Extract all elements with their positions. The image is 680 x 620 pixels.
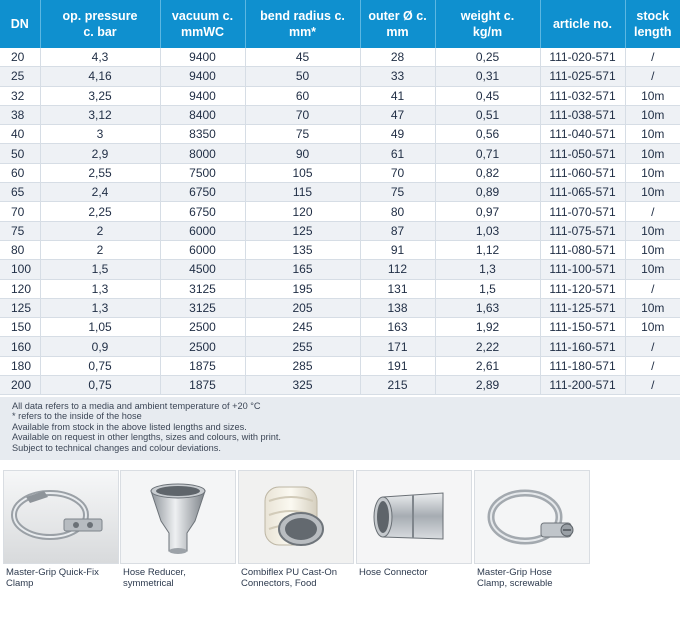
column-header-vacuum	[160, 0, 245, 48]
cell-stock-length: 10m	[625, 318, 680, 337]
caption-line: Combiflex PU Cast-On	[241, 567, 338, 578]
header-line: op. pressure	[62, 9, 138, 23]
cell-stock-length: /	[625, 337, 680, 356]
cell-weight: 0,97	[435, 202, 540, 221]
cell-outer-diameter: 215	[360, 376, 435, 395]
cell-article-no: 111-038-571	[540, 105, 625, 124]
product-caption	[3, 568, 119, 589]
column-header-bend-radius	[245, 0, 360, 48]
cell-article-no: 111-150-571	[540, 318, 625, 337]
header-line: DN	[10, 17, 29, 31]
cell-weight: 0,71	[435, 144, 540, 163]
cell-outer-diameter: 70	[360, 163, 435, 182]
cell-op-pressure: 1,3	[40, 298, 160, 317]
cell-dn: 150	[0, 318, 40, 337]
cell-dn: 32	[0, 86, 40, 105]
table-row	[0, 318, 680, 337]
cell-vacuum: 9400	[160, 67, 245, 86]
header-line: weight c.	[460, 9, 515, 23]
cell-weight: 2,89	[435, 376, 540, 395]
header-line: length	[634, 25, 672, 39]
cell-vacuum: 2500	[160, 318, 245, 337]
cell-outer-diameter: 171	[360, 337, 435, 356]
product-caption	[120, 568, 236, 589]
caption-line: symmetrical	[123, 577, 174, 589]
cast-on-connector-icon	[238, 470, 354, 564]
cell-article-no: 111-200-571	[540, 376, 625, 395]
cell-vacuum: 1875	[160, 376, 245, 395]
cell-vacuum: 3125	[160, 298, 245, 317]
cell-bend-radius: 90	[245, 144, 360, 163]
cell-stock-length: /	[625, 356, 680, 375]
product-hose-reducer	[120, 470, 236, 589]
header-line: bend radius c.	[260, 9, 345, 23]
caption-line: Hose Connector	[359, 567, 428, 578]
cell-weight: 1,63	[435, 298, 540, 317]
product-quick-fix-clamp	[3, 470, 119, 589]
cell-article-no: 111-180-571	[540, 356, 625, 375]
cell-vacuum: 7500	[160, 163, 245, 182]
cell-outer-diameter: 61	[360, 144, 435, 163]
cell-op-pressure: 0,75	[40, 356, 160, 375]
cell-bend-radius: 105	[245, 163, 360, 182]
cell-article-no: 111-025-571	[540, 67, 625, 86]
table-row	[0, 337, 680, 356]
cell-bend-radius: 75	[245, 125, 360, 144]
cell-vacuum: 6750	[160, 202, 245, 221]
cell-article-no: 111-060-571	[540, 163, 625, 182]
table-row	[0, 67, 680, 86]
cell-weight: 0,56	[435, 125, 540, 144]
cell-op-pressure: 3,12	[40, 105, 160, 124]
cell-bend-radius: 245	[245, 318, 360, 337]
cell-bend-radius: 45	[245, 48, 360, 67]
cell-weight: 0,82	[435, 163, 540, 182]
product-caption	[474, 568, 590, 589]
cell-stock-length: 10m	[625, 125, 680, 144]
cell-op-pressure: 3,25	[40, 86, 160, 105]
cell-dn: 70	[0, 202, 40, 221]
cell-dn: 60	[0, 163, 40, 182]
cell-weight: 1,3	[435, 260, 540, 279]
cell-bend-radius: 195	[245, 279, 360, 298]
cell-bend-radius: 70	[245, 105, 360, 124]
table-row	[0, 356, 680, 375]
footnote-line: Subject to technical changes and colour deviations.	[12, 442, 221, 453]
table-row	[0, 279, 680, 298]
cell-dn: 20	[0, 48, 40, 67]
cell-stock-length: 10m	[625, 183, 680, 202]
cell-dn: 180	[0, 356, 40, 375]
cell-weight: 0,31	[435, 67, 540, 86]
header-line: kg/m	[472, 25, 503, 39]
cell-vacuum: 6750	[160, 183, 245, 202]
cell-bend-radius: 325	[245, 376, 360, 395]
cell-article-no: 111-032-571	[540, 86, 625, 105]
cell-outer-diameter: 75	[360, 183, 435, 202]
product-caption	[238, 568, 354, 589]
cell-vacuum: 3125	[160, 279, 245, 298]
cell-article-no: 111-125-571	[540, 298, 625, 317]
caption-line: Hose Reducer,	[123, 567, 186, 578]
cell-article-no: 111-120-571	[540, 279, 625, 298]
cell-outer-diameter: 138	[360, 298, 435, 317]
table-row	[0, 105, 680, 124]
cell-op-pressure: 2	[40, 221, 160, 240]
column-header-stock-length	[625, 0, 680, 48]
cell-bend-radius: 205	[245, 298, 360, 317]
cell-outer-diameter: 131	[360, 279, 435, 298]
cell-article-no: 111-160-571	[540, 337, 625, 356]
column-header-outer-diameter	[360, 0, 435, 48]
cell-dn: 38	[0, 105, 40, 124]
cell-dn: 200	[0, 376, 40, 395]
table-row	[0, 163, 680, 182]
caption-line: Master-Grip Hose	[477, 567, 552, 578]
cell-weight: 2,61	[435, 356, 540, 375]
cell-vacuum: 9400	[160, 86, 245, 105]
cell-vacuum: 2500	[160, 337, 245, 356]
cell-dn: 65	[0, 183, 40, 202]
cell-op-pressure: 4,3	[40, 48, 160, 67]
cell-stock-length: 10m	[625, 240, 680, 259]
cell-op-pressure: 1,5	[40, 260, 160, 279]
table-row	[0, 144, 680, 163]
cell-op-pressure: 2	[40, 240, 160, 259]
cell-outer-diameter: 41	[360, 86, 435, 105]
header-line: stock	[636, 9, 670, 23]
cell-weight: 1,92	[435, 318, 540, 337]
cell-outer-diameter: 28	[360, 48, 435, 67]
cell-bend-radius: 125	[245, 221, 360, 240]
cell-article-no: 111-080-571	[540, 240, 625, 259]
footnotes	[0, 397, 680, 460]
cell-stock-length: 10m	[625, 105, 680, 124]
header-line: outer Ø c.	[368, 9, 427, 23]
table-row	[0, 240, 680, 259]
table-row	[0, 86, 680, 105]
header-line: vacuum c.	[171, 9, 234, 23]
caption-line: Master-Grip Quick-Fix	[6, 567, 99, 578]
table-body	[0, 48, 680, 395]
cell-bend-radius: 120	[245, 202, 360, 221]
product-hose-clamp	[474, 470, 590, 589]
table-row	[0, 221, 680, 240]
accessory-strip	[0, 470, 680, 620]
hose-connector-icon	[356, 470, 472, 564]
cell-op-pressure: 2,25	[40, 202, 160, 221]
cell-stock-length: /	[625, 279, 680, 298]
header-line: c. bar	[83, 25, 117, 39]
cell-bend-radius: 135	[245, 240, 360, 259]
caption-line: Clamp, screwable	[477, 577, 553, 589]
header-line: mmWC	[180, 25, 225, 39]
cell-op-pressure: 3	[40, 125, 160, 144]
quick-fix-clamp-icon	[3, 470, 119, 564]
cell-dn: 40	[0, 125, 40, 144]
table-row	[0, 260, 680, 279]
cell-vacuum: 1875	[160, 356, 245, 375]
cell-op-pressure: 1,3	[40, 279, 160, 298]
cell-op-pressure: 2,55	[40, 163, 160, 182]
footnote-line: Available from stock in the above listed lengths and sizes.	[12, 421, 247, 432]
cell-weight: 0,89	[435, 183, 540, 202]
column-header-dn	[0, 0, 40, 48]
column-header-article-no	[540, 0, 625, 48]
cell-article-no: 111-075-571	[540, 221, 625, 240]
product-hose-connector	[356, 470, 472, 579]
cell-dn: 50	[0, 144, 40, 163]
footnote-line: * refers to the inside of the hose	[12, 411, 142, 422]
column-header-weight	[435, 0, 540, 48]
cell-vacuum: 6000	[160, 221, 245, 240]
cell-article-no: 111-020-571	[540, 48, 625, 67]
cell-outer-diameter: 91	[360, 240, 435, 259]
cell-weight: 0,25	[435, 48, 540, 67]
cell-stock-length: 10m	[625, 260, 680, 279]
cell-stock-length: /	[625, 202, 680, 221]
cell-weight: 1,03	[435, 221, 540, 240]
cell-op-pressure: 2,4	[40, 183, 160, 202]
cell-weight: 0,51	[435, 105, 540, 124]
cell-dn: 80	[0, 240, 40, 259]
cell-stock-length: /	[625, 376, 680, 395]
cell-dn: 25	[0, 67, 40, 86]
cell-outer-diameter: 80	[360, 202, 435, 221]
header-line: mm*	[288, 25, 317, 39]
column-header-op-pressure	[40, 0, 160, 48]
cell-bend-radius: 165	[245, 260, 360, 279]
cell-vacuum: 8350	[160, 125, 245, 144]
cell-article-no: 111-070-571	[540, 202, 625, 221]
caption-line: Clamp	[6, 577, 34, 589]
cell-stock-length: 10m	[625, 221, 680, 240]
cell-vacuum: 6000	[160, 240, 245, 259]
cell-weight: 1,12	[435, 240, 540, 259]
cell-weight: 0,45	[435, 86, 540, 105]
header-line: mm	[386, 25, 409, 39]
cell-stock-length: 10m	[625, 298, 680, 317]
cell-outer-diameter: 87	[360, 221, 435, 240]
product-cast-on-connectors	[238, 470, 354, 589]
header-line: article no.	[552, 17, 613, 31]
caption-line: Connectors, Food	[241, 577, 317, 589]
cell-bend-radius: 255	[245, 337, 360, 356]
cell-vacuum: 8400	[160, 105, 245, 124]
cell-dn: 100	[0, 260, 40, 279]
cell-outer-diameter: 47	[360, 105, 435, 124]
cell-dn: 120	[0, 279, 40, 298]
footnote-line: All data refers to a media and ambient temperature of +20 °C	[12, 401, 261, 411]
table-row	[0, 202, 680, 221]
cell-outer-diameter: 49	[360, 125, 435, 144]
cell-bend-radius: 60	[245, 86, 360, 105]
table-row	[0, 183, 680, 202]
cell-article-no: 111-100-571	[540, 260, 625, 279]
cell-op-pressure: 0,9	[40, 337, 160, 356]
cell-outer-diameter: 33	[360, 67, 435, 86]
cell-stock-length: 10m	[625, 86, 680, 105]
cell-bend-radius: 50	[245, 67, 360, 86]
cell-article-no: 111-050-571	[540, 144, 625, 163]
header-row	[0, 0, 680, 48]
cell-op-pressure: 1,05	[40, 318, 160, 337]
hose-reducer-icon	[120, 470, 236, 564]
cell-article-no: 111-065-571	[540, 183, 625, 202]
cell-weight: 2,22	[435, 337, 540, 356]
cell-vacuum: 9400	[160, 48, 245, 67]
cell-op-pressure: 0,75	[40, 376, 160, 395]
cell-stock-length: 10m	[625, 144, 680, 163]
cell-outer-diameter: 163	[360, 318, 435, 337]
cell-bend-radius: 285	[245, 356, 360, 375]
cell-bend-radius: 115	[245, 183, 360, 202]
hose-clamp-icon	[474, 470, 590, 564]
cell-vacuum: 8000	[160, 144, 245, 163]
cell-stock-length: /	[625, 67, 680, 86]
cell-stock-length: 10m	[625, 163, 680, 182]
cell-vacuum: 4500	[160, 260, 245, 279]
cell-dn: 75	[0, 221, 40, 240]
cell-stock-length: /	[625, 48, 680, 67]
cell-outer-diameter: 112	[360, 260, 435, 279]
cell-outer-diameter: 191	[360, 356, 435, 375]
table-row	[0, 298, 680, 317]
cell-weight: 1,5	[435, 279, 540, 298]
product-caption	[356, 568, 472, 579]
cell-dn: 125	[0, 298, 40, 317]
footnote-line: Available on request in other lengths, sizes and colours, with print.	[12, 432, 281, 443]
cell-op-pressure: 2,9	[40, 144, 160, 163]
cell-op-pressure: 4,16	[40, 67, 160, 86]
table-row	[0, 48, 680, 67]
table-row	[0, 376, 680, 395]
table-row	[0, 125, 680, 144]
cell-dn: 160	[0, 337, 40, 356]
cell-article-no: 111-040-571	[540, 125, 625, 144]
